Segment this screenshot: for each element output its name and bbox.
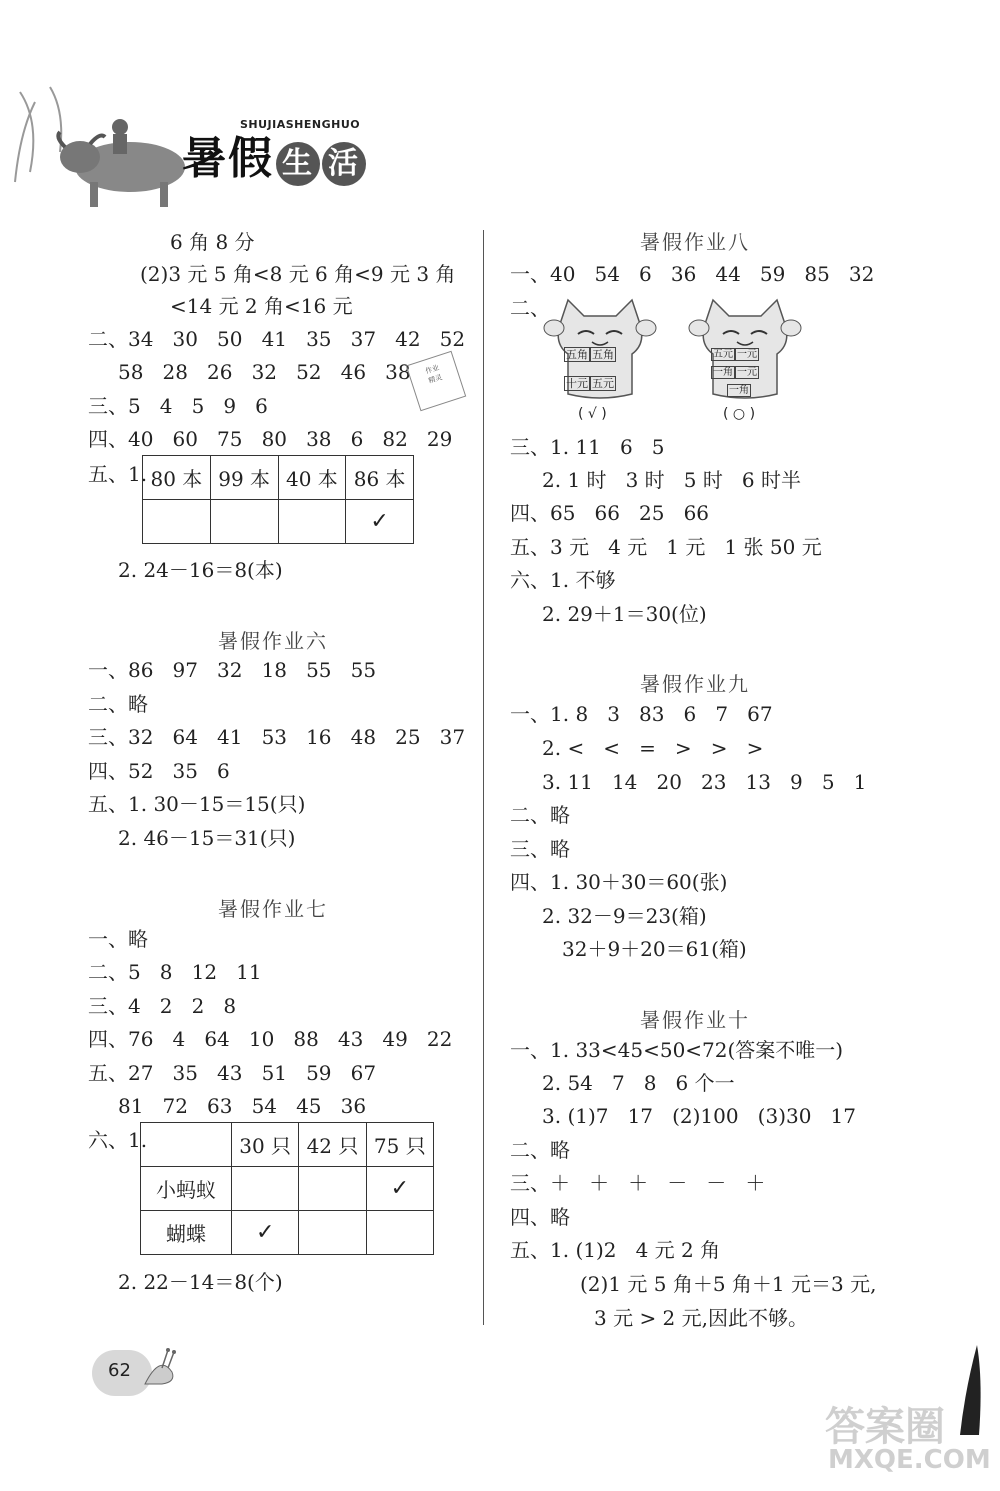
table-cell: 80 本 bbox=[143, 456, 211, 500]
answer-line: 2. 46－15＝31(只) bbox=[118, 826, 296, 850]
answer-line: 二、略 bbox=[88, 692, 148, 716]
title-char-4: 活 bbox=[322, 142, 366, 186]
brush-stroke-decoration bbox=[955, 1340, 985, 1440]
table-cell bbox=[210, 500, 278, 544]
coin-label: 五角 bbox=[592, 348, 614, 361]
answer-line: 3. (1)7 17 (2)100 (3)30 17 bbox=[542, 1104, 856, 1128]
answer-line: 3 元 > 2 元,因此不够。 bbox=[594, 1306, 808, 1330]
table-cell bbox=[299, 1167, 366, 1211]
answer-line: 2. 32－9＝23(箱) bbox=[542, 904, 707, 928]
answer-line: 六、1. bbox=[88, 1128, 148, 1152]
answer-line: 五、1. 30－15＝15(只) bbox=[88, 792, 306, 816]
answer-line: 二、 bbox=[510, 296, 550, 320]
table-cell: 30 只 bbox=[232, 1123, 299, 1167]
answer-line: 81 72 63 54 45 36 bbox=[118, 1094, 367, 1118]
check-mark: ✓ bbox=[232, 1211, 299, 1255]
answer-line: 一、40 54 6 36 44 59 85 32 bbox=[510, 262, 875, 286]
answer-line: 6 角 8 分 bbox=[170, 230, 255, 254]
answer-line: 一、略 bbox=[88, 927, 148, 951]
watermark-logo: 答案圈 bbox=[825, 1404, 945, 1450]
answer-line: 四、1. 30＋30＝60(张) bbox=[510, 870, 728, 894]
coin-label: 五元 bbox=[592, 377, 614, 390]
table-cell: 小蚂蚁 bbox=[141, 1167, 232, 1211]
header bbox=[10, 82, 410, 222]
answer-line: 四、52 35 6 bbox=[88, 759, 230, 783]
coin-label: 五元 bbox=[713, 349, 733, 360]
answer-line: 三、5 4 5 9 6 bbox=[88, 394, 268, 418]
answer-line: (2)1 元 5 角＋5 角＋1 元＝3 元, bbox=[580, 1272, 877, 1296]
buffalo-illustration bbox=[10, 82, 210, 222]
answer-line: 二、34 30 50 41 35 37 42 52 bbox=[88, 327, 466, 351]
answer-line: 2. 22－14＝8(个) bbox=[118, 1270, 283, 1294]
lucky-cat-2 bbox=[685, 294, 805, 424]
section-title-hw7: 暑假作业七 bbox=[218, 897, 328, 921]
answer-line: 四、40 60 75 80 38 6 82 29 bbox=[88, 427, 453, 451]
table-cell bbox=[366, 1211, 433, 1255]
coin-label: 一角 bbox=[729, 385, 749, 396]
answer-line: 一、86 97 32 18 55 55 bbox=[88, 658, 377, 682]
answer-line: 2. 29＋1＝30(位) bbox=[542, 602, 707, 626]
table-cell bbox=[232, 1167, 299, 1211]
watermark-url: MXQE.COM bbox=[828, 1445, 991, 1475]
answer-line: 2. < < = > > > bbox=[542, 736, 764, 760]
answer-line: 三、4 2 2 8 bbox=[88, 994, 237, 1018]
answer-line: 2. 54 7 8 6 个一 bbox=[542, 1071, 735, 1095]
title-pinyin: SHUJIASHENGHUO bbox=[240, 118, 361, 131]
answer-line: 58 28 26 32 52 46 38 bbox=[118, 360, 411, 384]
answer-line: <14 元 2 角<16 元 bbox=[170, 294, 353, 318]
coin-label: 一角 bbox=[713, 367, 733, 378]
title-char-1: 暑 bbox=[182, 133, 228, 184]
section-title-hw8: 暑假作业八 bbox=[640, 230, 750, 254]
cat-answer-mark: ( ○ ) bbox=[723, 406, 756, 422]
table-cell: 86 本 bbox=[346, 456, 414, 500]
answer-line: 四、76 4 64 10 88 43 49 22 bbox=[88, 1027, 453, 1051]
answer-line: 五、3 元 4 元 1 元 1 张 50 元 bbox=[510, 535, 822, 559]
answer-line: 四、65 66 25 66 bbox=[510, 501, 710, 525]
answer-line: 三、略 bbox=[510, 837, 570, 861]
lucky-cat-1 bbox=[540, 294, 660, 424]
stamp-mark: 作业 精灵 bbox=[406, 351, 466, 411]
book-title bbox=[182, 122, 366, 186]
check-mark: ✓ bbox=[346, 500, 414, 544]
coin-label: 一元 bbox=[737, 367, 757, 378]
answer-line: 2. 1 时 3 时 5 时 6 时半 bbox=[542, 468, 801, 492]
answer-line: 五、1. bbox=[88, 462, 148, 486]
check-mark: ✓ bbox=[366, 1167, 433, 1211]
table-cell bbox=[143, 500, 211, 544]
page-number: 62 bbox=[108, 1360, 131, 1381]
title-char-3: 生 bbox=[276, 142, 320, 186]
answer-line: 五、1. (1)2 4 元 2 角 bbox=[510, 1238, 721, 1262]
answer-line: 一、1. 33<45<50<72(答案不唯一) bbox=[510, 1038, 844, 1062]
table-cell bbox=[299, 1211, 366, 1255]
answer-line: 三、＋ ＋ ＋ － － ＋ bbox=[510, 1171, 766, 1195]
answer-line: 四、略 bbox=[510, 1205, 570, 1229]
answer-line: (2)3 元 5 角<8 元 6 角<9 元 3 角 bbox=[140, 262, 456, 286]
answer-line: 五、27 35 43 51 59 67 bbox=[88, 1061, 377, 1085]
answer-line: 三、32 64 41 53 16 48 25 37 bbox=[88, 725, 466, 749]
table-cell: 蝴蝶 bbox=[141, 1211, 232, 1255]
coin-label: 五角 bbox=[566, 348, 588, 361]
answer-line: 三、1. 11 6 5 bbox=[510, 435, 665, 459]
table-cell bbox=[141, 1123, 232, 1167]
answer-line: 六、1. 不够 bbox=[510, 568, 616, 592]
table-cell: 40 本 bbox=[278, 456, 346, 500]
table-cell: 75 只 bbox=[366, 1123, 433, 1167]
cat-answer-mark: ( √ ) bbox=[578, 406, 607, 422]
section-title-hw10: 暑假作业十 bbox=[640, 1008, 750, 1032]
coin-label: 一元 bbox=[737, 349, 757, 360]
answer-line: 32＋9＋20＝61(箱) bbox=[562, 937, 747, 961]
table-cell: 99 本 bbox=[210, 456, 278, 500]
answer-line: 二、略 bbox=[510, 803, 570, 827]
section-title-hw9: 暑假作业九 bbox=[640, 672, 750, 696]
answer-line: 一、1. 8 3 83 6 7 67 bbox=[510, 702, 773, 726]
answer-line: 3. 11 14 20 23 13 9 5 1 bbox=[542, 770, 867, 794]
column-divider bbox=[483, 230, 484, 1325]
coin-label: 十元 bbox=[566, 377, 588, 390]
answer-line: 二、略 bbox=[510, 1138, 570, 1162]
section-title-hw6: 暑假作业六 bbox=[218, 629, 328, 653]
table-cell: 42 只 bbox=[299, 1123, 366, 1167]
title-char-2: 假 bbox=[228, 133, 274, 184]
answer-line: 2. 24－16＝8(本) bbox=[118, 558, 283, 582]
answer-line: 二、5 8 12 11 bbox=[88, 960, 262, 984]
snail-icon bbox=[140, 1344, 180, 1394]
table-cell bbox=[278, 500, 346, 544]
books-table bbox=[142, 455, 414, 544]
animals-table bbox=[140, 1122, 434, 1255]
